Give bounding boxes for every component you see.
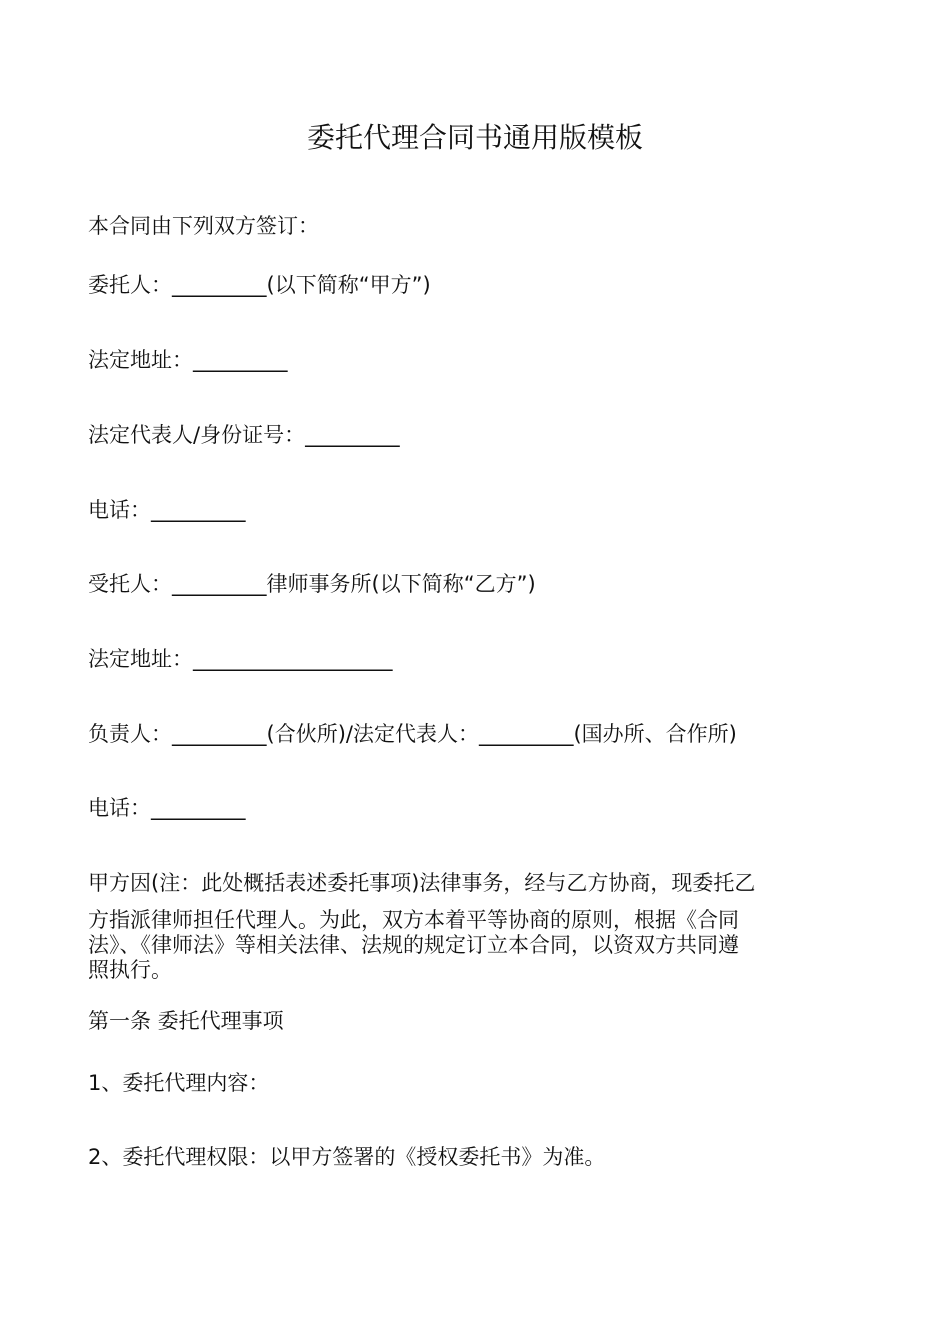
purpose-line-1: 甲方因(注：此处概括表述委托事项)法律事务，经与乙方协商，现委托乙 <box>88 871 756 895</box>
document-title: 委托代理合同书通用版模板 <box>306 121 643 154</box>
agent-phone-line: 电话：_________ <box>88 796 246 820</box>
article-1-heading: 第一条 委托代理事项 <box>88 1009 284 1033</box>
principal-rep-line: 法定代表人/身份证号：_________ <box>88 423 400 447</box>
purpose-paragraph <box>88 868 863 983</box>
principal-address-line: 法定地址：_________ <box>88 348 288 372</box>
agent-rep-line: 负责人：_________(合伙所)/法定代表人：_________(国办所、合作所) <box>88 722 737 746</box>
principal-phone-line: 电话：_________ <box>88 498 246 522</box>
principal-line: 委托人：_________(以下简称“甲方”) <box>88 273 431 297</box>
article-1-item-2: 2、委托代理权限：以甲方签署的《授权委托书》为准。 <box>88 1145 606 1169</box>
purpose-line-3: 法》、《律师法》等相关法律、法规的规定订立本合同，以资双方共同遵 <box>88 933 739 957</box>
article-1-item-1: 1、委托代理内容： <box>88 1071 270 1095</box>
agent-line: 受托人：_________律师事务所(以下简称“乙方”) <box>88 572 536 596</box>
purpose-line-4: 照执行。 <box>88 958 172 982</box>
agent-address-line: 法定地址：___________________ <box>88 647 393 671</box>
purpose-line-2: 方指派律师担任代理人。为此，双方本着平等协商的原则，根据《合同 <box>88 908 739 932</box>
intro-text: 本合同由下列双方签订： <box>88 214 319 238</box>
